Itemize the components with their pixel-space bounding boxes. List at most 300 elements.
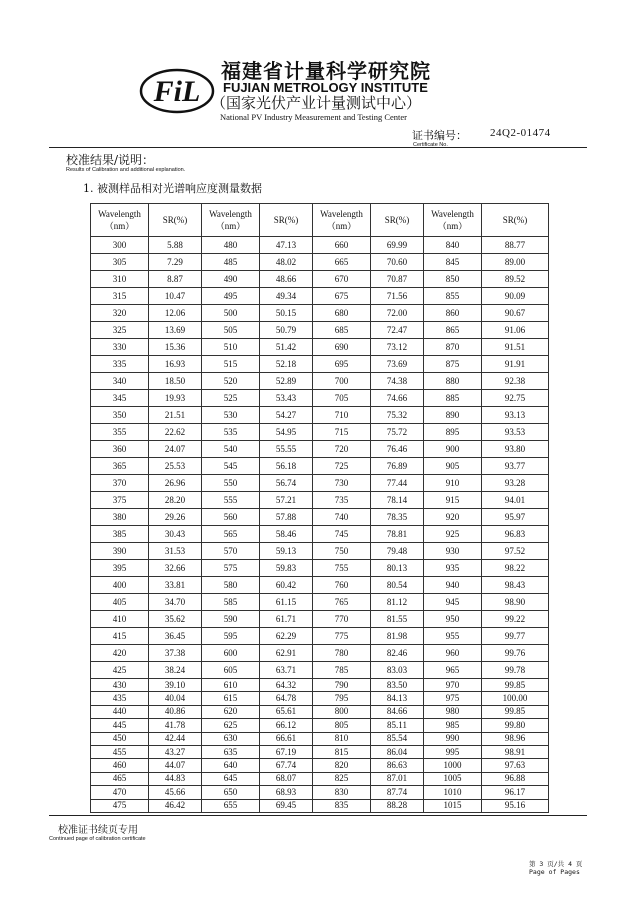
wavelength-cell: 925 [424,526,482,543]
wavelength-cell: 395 [91,560,149,577]
sr-cell: 68.93 [260,786,313,799]
sr-cell: 88.77 [482,237,549,254]
sr-cell: 99.80 [482,719,549,732]
sr-cell: 44.07 [149,759,202,772]
table-header-cell: SR(%) [482,204,549,237]
fil-logo-icon [139,68,215,114]
sr-cell: 88.28 [371,799,424,812]
sr-cell: 30.43 [149,526,202,543]
sr-cell: 26.96 [149,475,202,492]
footer-divider [49,815,587,816]
sr-cell: 76.46 [371,441,424,458]
table-row [91,509,549,526]
wavelength-cell: 545 [202,458,260,475]
sr-cell: 82.46 [371,645,424,662]
wavelength-cell: 670 [313,271,371,288]
table-row [91,356,549,373]
sr-cell: 99.78 [482,662,549,679]
sr-cell: 96.17 [482,786,549,799]
table-row [91,424,549,441]
wavelength-cell: 770 [313,611,371,628]
wavelength-cell: 975 [424,692,482,705]
sr-cell: 32.66 [149,560,202,577]
table-row [91,786,549,799]
sr-cell: 21.51 [149,407,202,424]
sr-cell: 94.01 [482,492,549,509]
sr-cell: 70.87 [371,271,424,288]
sr-cell: 89.52 [482,271,549,288]
sr-cell: 52.18 [260,356,313,373]
wavelength-cell: 895 [424,424,482,441]
wavelength-cell: 790 [313,679,371,692]
table-row [91,543,549,560]
wavelength-cell: 605 [202,662,260,679]
table-row [91,373,549,390]
wavelength-cell: 675 [313,288,371,305]
wavelength-cell: 575 [202,560,260,577]
wavelength-cell: 1010 [424,786,482,799]
sr-cell: 91.06 [482,322,549,339]
section-title: 校准结果/说明： [66,153,155,167]
sr-cell: 62.91 [260,645,313,662]
table-row [91,705,549,718]
wavelength-cell: 610 [202,679,260,692]
wavelength-cell: 600 [202,645,260,662]
wavelength-cell: 735 [313,492,371,509]
sr-cell: 51.42 [260,339,313,356]
sr-cell: 81.98 [371,628,424,645]
sr-cell: 96.83 [482,526,549,543]
center-name-en: National PV Industry Measurement and Testing Center [220,112,407,122]
wavelength-cell: 910 [424,475,482,492]
table-row [91,679,549,692]
sr-cell: 33.81 [149,577,202,594]
cert-number-label-en: Certificate No. [413,142,448,148]
wavelength-cell: 705 [313,390,371,407]
sr-cell: 84.66 [371,705,424,718]
wavelength-cell: 505 [202,322,260,339]
sr-cell: 37.38 [149,645,202,662]
wavelength-cell: 580 [202,577,260,594]
sr-cell: 99.76 [482,645,549,662]
wavelength-cell: 435 [91,692,149,705]
wavelength-cell: 480 [202,237,260,254]
sr-cell: 24.07 [149,441,202,458]
wavelength-cell: 775 [313,628,371,645]
sr-cell: 93.77 [482,458,549,475]
sr-cell: 92.38 [482,373,549,390]
wavelength-cell: 980 [424,705,482,718]
sr-cell: 87.01 [371,772,424,785]
wavelength-cell: 310 [91,271,149,288]
wavelength-cell: 370 [91,475,149,492]
sr-cell: 64.32 [260,679,313,692]
wavelength-cell: 330 [91,339,149,356]
page-number-cn: 第 3 页/共 4 页 [529,860,583,868]
sr-cell: 66.12 [260,719,313,732]
sr-cell: 91.51 [482,339,549,356]
wavelength-cell: 690 [313,339,371,356]
sr-cell: 90.67 [482,305,549,322]
table-row [91,577,549,594]
center-name-cn: （国家光伏产业计量测试中心） [211,94,422,112]
wavelength-cell: 795 [313,692,371,705]
sr-cell: 77.44 [371,475,424,492]
wavelength-cell: 800 [313,705,371,718]
sr-cell: 61.71 [260,611,313,628]
sr-cell: 69.99 [371,237,424,254]
wavelength-cell: 745 [313,526,371,543]
header-divider [49,147,587,148]
sr-cell: 40.04 [149,692,202,705]
wavelength-cell: 700 [313,373,371,390]
sr-cell: 68.07 [260,772,313,785]
sr-cell: 79.48 [371,543,424,560]
sr-cell: 59.83 [260,560,313,577]
sr-cell: 39.10 [149,679,202,692]
cert-number-label: 证书编号： [412,129,467,142]
wavelength-cell: 425 [91,662,149,679]
sr-cell: 29.26 [149,509,202,526]
wavelength-cell: 355 [91,424,149,441]
org-name-en: FUJIAN METROLOGY INSTITUTE [223,80,428,95]
sr-cell: 92.75 [482,390,549,407]
sr-cell: 91.91 [482,356,549,373]
sr-cell: 76.89 [371,458,424,475]
table-row [91,526,549,543]
sr-cell: 98.96 [482,732,549,745]
sr-cell: 67.19 [260,745,313,758]
wavelength-cell: 740 [313,509,371,526]
sr-cell: 69.45 [260,799,313,812]
table-header-row [91,204,549,237]
wavelength-cell: 420 [91,645,149,662]
sr-cell: 57.88 [260,509,313,526]
sr-cell: 98.22 [482,560,549,577]
wavelength-cell: 440 [91,705,149,718]
wavelength-cell: 455 [91,745,149,758]
wavelength-cell: 495 [202,288,260,305]
wavelength-cell: 885 [424,390,482,407]
table-row [91,732,549,745]
wavelength-cell: 1015 [424,799,482,812]
wavelength-cell: 390 [91,543,149,560]
wavelength-cell: 520 [202,373,260,390]
sr-cell: 31.53 [149,543,202,560]
wavelength-cell: 540 [202,441,260,458]
sr-cell: 80.13 [371,560,424,577]
sr-cell: 80.54 [371,577,424,594]
sr-cell: 89.00 [482,254,549,271]
sr-cell: 73.12 [371,339,424,356]
wavelength-cell: 905 [424,458,482,475]
wavelength-cell: 680 [313,305,371,322]
table-row [91,254,549,271]
wavelength-cell: 300 [91,237,149,254]
sr-cell: 73.69 [371,356,424,373]
sr-cell: 84.13 [371,692,424,705]
sr-cell: 15.36 [149,339,202,356]
sr-cell: 78.81 [371,526,424,543]
sr-cell: 50.79 [260,322,313,339]
sr-cell: 49.34 [260,288,313,305]
table-row [91,441,549,458]
sr-cell: 66.61 [260,732,313,745]
sr-cell: 86.04 [371,745,424,758]
wavelength-cell: 325 [91,322,149,339]
table-row [91,645,549,662]
sr-cell: 47.13 [260,237,313,254]
wavelength-cell: 815 [313,745,371,758]
wavelength-cell: 875 [424,356,482,373]
sr-cell: 56.18 [260,458,313,475]
wavelength-cell: 960 [424,645,482,662]
wavelength-cell: 550 [202,475,260,492]
continued-page-label-en: Continued page of calibration certificate [49,836,146,842]
wavelength-cell: 525 [202,390,260,407]
table-row [91,759,549,772]
sr-cell: 71.56 [371,288,424,305]
sr-cell: 46.42 [149,799,202,812]
sr-cell: 99.77 [482,628,549,645]
sr-cell: 93.80 [482,441,549,458]
table-row [91,719,549,732]
sr-cell: 85.54 [371,732,424,745]
sr-cell: 38.24 [149,662,202,679]
table-row [91,799,549,812]
sr-cell: 72.00 [371,305,424,322]
sr-cell: 67.74 [260,759,313,772]
wavelength-cell: 850 [424,271,482,288]
wavelength-cell: 320 [91,305,149,322]
sr-cell: 86.63 [371,759,424,772]
wavelength-cell: 935 [424,560,482,577]
wavelength-cell: 500 [202,305,260,322]
wavelength-cell: 995 [424,745,482,758]
wavelength-cell: 990 [424,732,482,745]
sr-cell: 70.60 [371,254,424,271]
wavelength-cell: 620 [202,705,260,718]
table-row [91,390,549,407]
wavelength-cell: 315 [91,288,149,305]
wavelength-cell: 725 [313,458,371,475]
sr-cell: 97.52 [482,543,549,560]
wavelength-cell: 825 [313,772,371,785]
cert-number-value: 24Q2-01474 [490,127,551,139]
wavelength-cell: 340 [91,373,149,390]
sr-cell: 62.29 [260,628,313,645]
wavelength-cell: 710 [313,407,371,424]
sr-cell: 55.55 [260,441,313,458]
sr-cell: 35.62 [149,611,202,628]
sr-cell: 13.69 [149,322,202,339]
table-header-cell: SR(%) [260,204,313,237]
table-row [91,288,549,305]
wavelength-cell: 920 [424,509,482,526]
wavelength-cell: 640 [202,759,260,772]
wavelength-cell: 970 [424,679,482,692]
sr-cell: 64.78 [260,692,313,705]
wavelength-cell: 555 [202,492,260,509]
sr-cell: 48.02 [260,254,313,271]
wavelength-cell: 410 [91,611,149,628]
wavelength-cell: 840 [424,237,482,254]
wavelength-cell: 465 [91,772,149,785]
sr-cell: 52.89 [260,373,313,390]
sr-cell: 75.72 [371,424,424,441]
sr-cell: 25.53 [149,458,202,475]
wavelength-cell: 490 [202,271,260,288]
table-row [91,492,549,509]
certificate-header [0,0,636,150]
sr-cell: 97.63 [482,759,549,772]
wavelength-cell: 345 [91,390,149,407]
wavelength-cell: 820 [313,759,371,772]
wavelength-cell: 375 [91,492,149,509]
table-row [91,271,549,288]
wavelength-cell: 915 [424,492,482,509]
wavelength-cell: 755 [313,560,371,577]
table-row [91,339,549,356]
sr-cell: 18.50 [149,373,202,390]
wavelength-cell: 780 [313,645,371,662]
wavelength-cell: 630 [202,732,260,745]
wavelength-cell: 385 [91,526,149,543]
wavelength-cell: 880 [424,373,482,390]
sr-cell: 99.22 [482,611,549,628]
section-title-en: Results of Calibration and additional explanation. [66,167,186,173]
wavelength-cell: 660 [313,237,371,254]
sr-cell: 8.87 [149,271,202,288]
sr-cell: 57.21 [260,492,313,509]
table-row [91,611,549,628]
sr-cell: 63.71 [260,662,313,679]
sr-cell: 96.88 [482,772,549,785]
sr-cell: 95.97 [482,509,549,526]
sr-cell: 36.45 [149,628,202,645]
wavelength-cell: 830 [313,786,371,799]
wavelength-cell: 765 [313,594,371,611]
wavelength-cell: 900 [424,441,482,458]
wavelength-cell: 450 [91,732,149,745]
wavelength-cell: 945 [424,594,482,611]
sr-cell: 75.32 [371,407,424,424]
sr-cell: 28.20 [149,492,202,509]
table-row [91,322,549,339]
sr-cell: 41.78 [149,719,202,732]
wavelength-cell: 590 [202,611,260,628]
wavelength-cell: 655 [202,799,260,812]
sr-cell: 61.15 [260,594,313,611]
sr-cell: 93.53 [482,424,549,441]
page-number-en: Page of Pages [529,868,580,876]
sr-cell: 43.27 [149,745,202,758]
wavelength-cell: 1000 [424,759,482,772]
wavelength-cell: 595 [202,628,260,645]
wavelength-cell: 715 [313,424,371,441]
sr-cell: 87.74 [371,786,424,799]
sr-cell: 65.61 [260,705,313,718]
table-header-cell: Wavelength （nm） [313,204,371,237]
wavelength-cell: 835 [313,799,371,812]
wavelength-cell: 950 [424,611,482,628]
sr-cell: 81.12 [371,594,424,611]
wavelength-cell: 560 [202,509,260,526]
wavelength-cell: 955 [424,628,482,645]
wavelength-cell: 470 [91,786,149,799]
sr-cell: 16.93 [149,356,202,373]
table-row [91,662,549,679]
wavelength-cell: 405 [91,594,149,611]
wavelength-cell: 695 [313,356,371,373]
sr-cell: 58.46 [260,526,313,543]
table-header-cell: SR(%) [371,204,424,237]
sr-cell: 78.35 [371,509,424,526]
wavelength-cell: 415 [91,628,149,645]
wavelength-cell: 570 [202,543,260,560]
sr-cell: 83.03 [371,662,424,679]
wavelength-cell: 645 [202,772,260,785]
table-header-cell: SR(%) [149,204,202,237]
sr-cell: 74.38 [371,373,424,390]
wavelength-cell: 335 [91,356,149,373]
sr-cell: 99.85 [482,705,549,718]
wavelength-cell: 445 [91,719,149,732]
sr-cell: 54.95 [260,424,313,441]
wavelength-cell: 940 [424,577,482,594]
sr-cell: 85.11 [371,719,424,732]
table-header-cell: Wavelength （nm） [424,204,482,237]
sr-cell: 90.09 [482,288,549,305]
sr-cell: 40.86 [149,705,202,718]
wavelength-cell: 760 [313,577,371,594]
wavelength-cell: 510 [202,339,260,356]
table-row [91,407,549,424]
wavelength-cell: 515 [202,356,260,373]
table-body [91,237,549,813]
wavelength-cell: 985 [424,719,482,732]
sr-cell: 7.29 [149,254,202,271]
wavelength-cell: 845 [424,254,482,271]
table-row [91,772,549,785]
wavelength-cell: 625 [202,719,260,732]
sr-cell: 34.70 [149,594,202,611]
wavelength-cell: 360 [91,441,149,458]
sr-cell: 59.13 [260,543,313,560]
wavelength-cell: 720 [313,441,371,458]
wavelength-cell: 535 [202,424,260,441]
sr-cell: 5.88 [149,237,202,254]
wavelength-cell: 665 [313,254,371,271]
wavelength-cell: 870 [424,339,482,356]
item-title: 1. 被测样品相对光谱响应度测量数据 [83,182,262,195]
table-row [91,305,549,322]
table-row [91,237,549,254]
wavelength-cell: 305 [91,254,149,271]
wavelength-cell: 1005 [424,772,482,785]
wavelength-cell: 380 [91,509,149,526]
sr-cell: 42.44 [149,732,202,745]
sr-cell: 83.50 [371,679,424,692]
sr-cell: 44.83 [149,772,202,785]
wavelength-cell: 460 [91,759,149,772]
sr-cell: 93.13 [482,407,549,424]
table-row [91,560,549,577]
wavelength-cell: 785 [313,662,371,679]
wavelength-cell: 750 [313,543,371,560]
table-row [91,628,549,645]
wavelength-cell: 400 [91,577,149,594]
